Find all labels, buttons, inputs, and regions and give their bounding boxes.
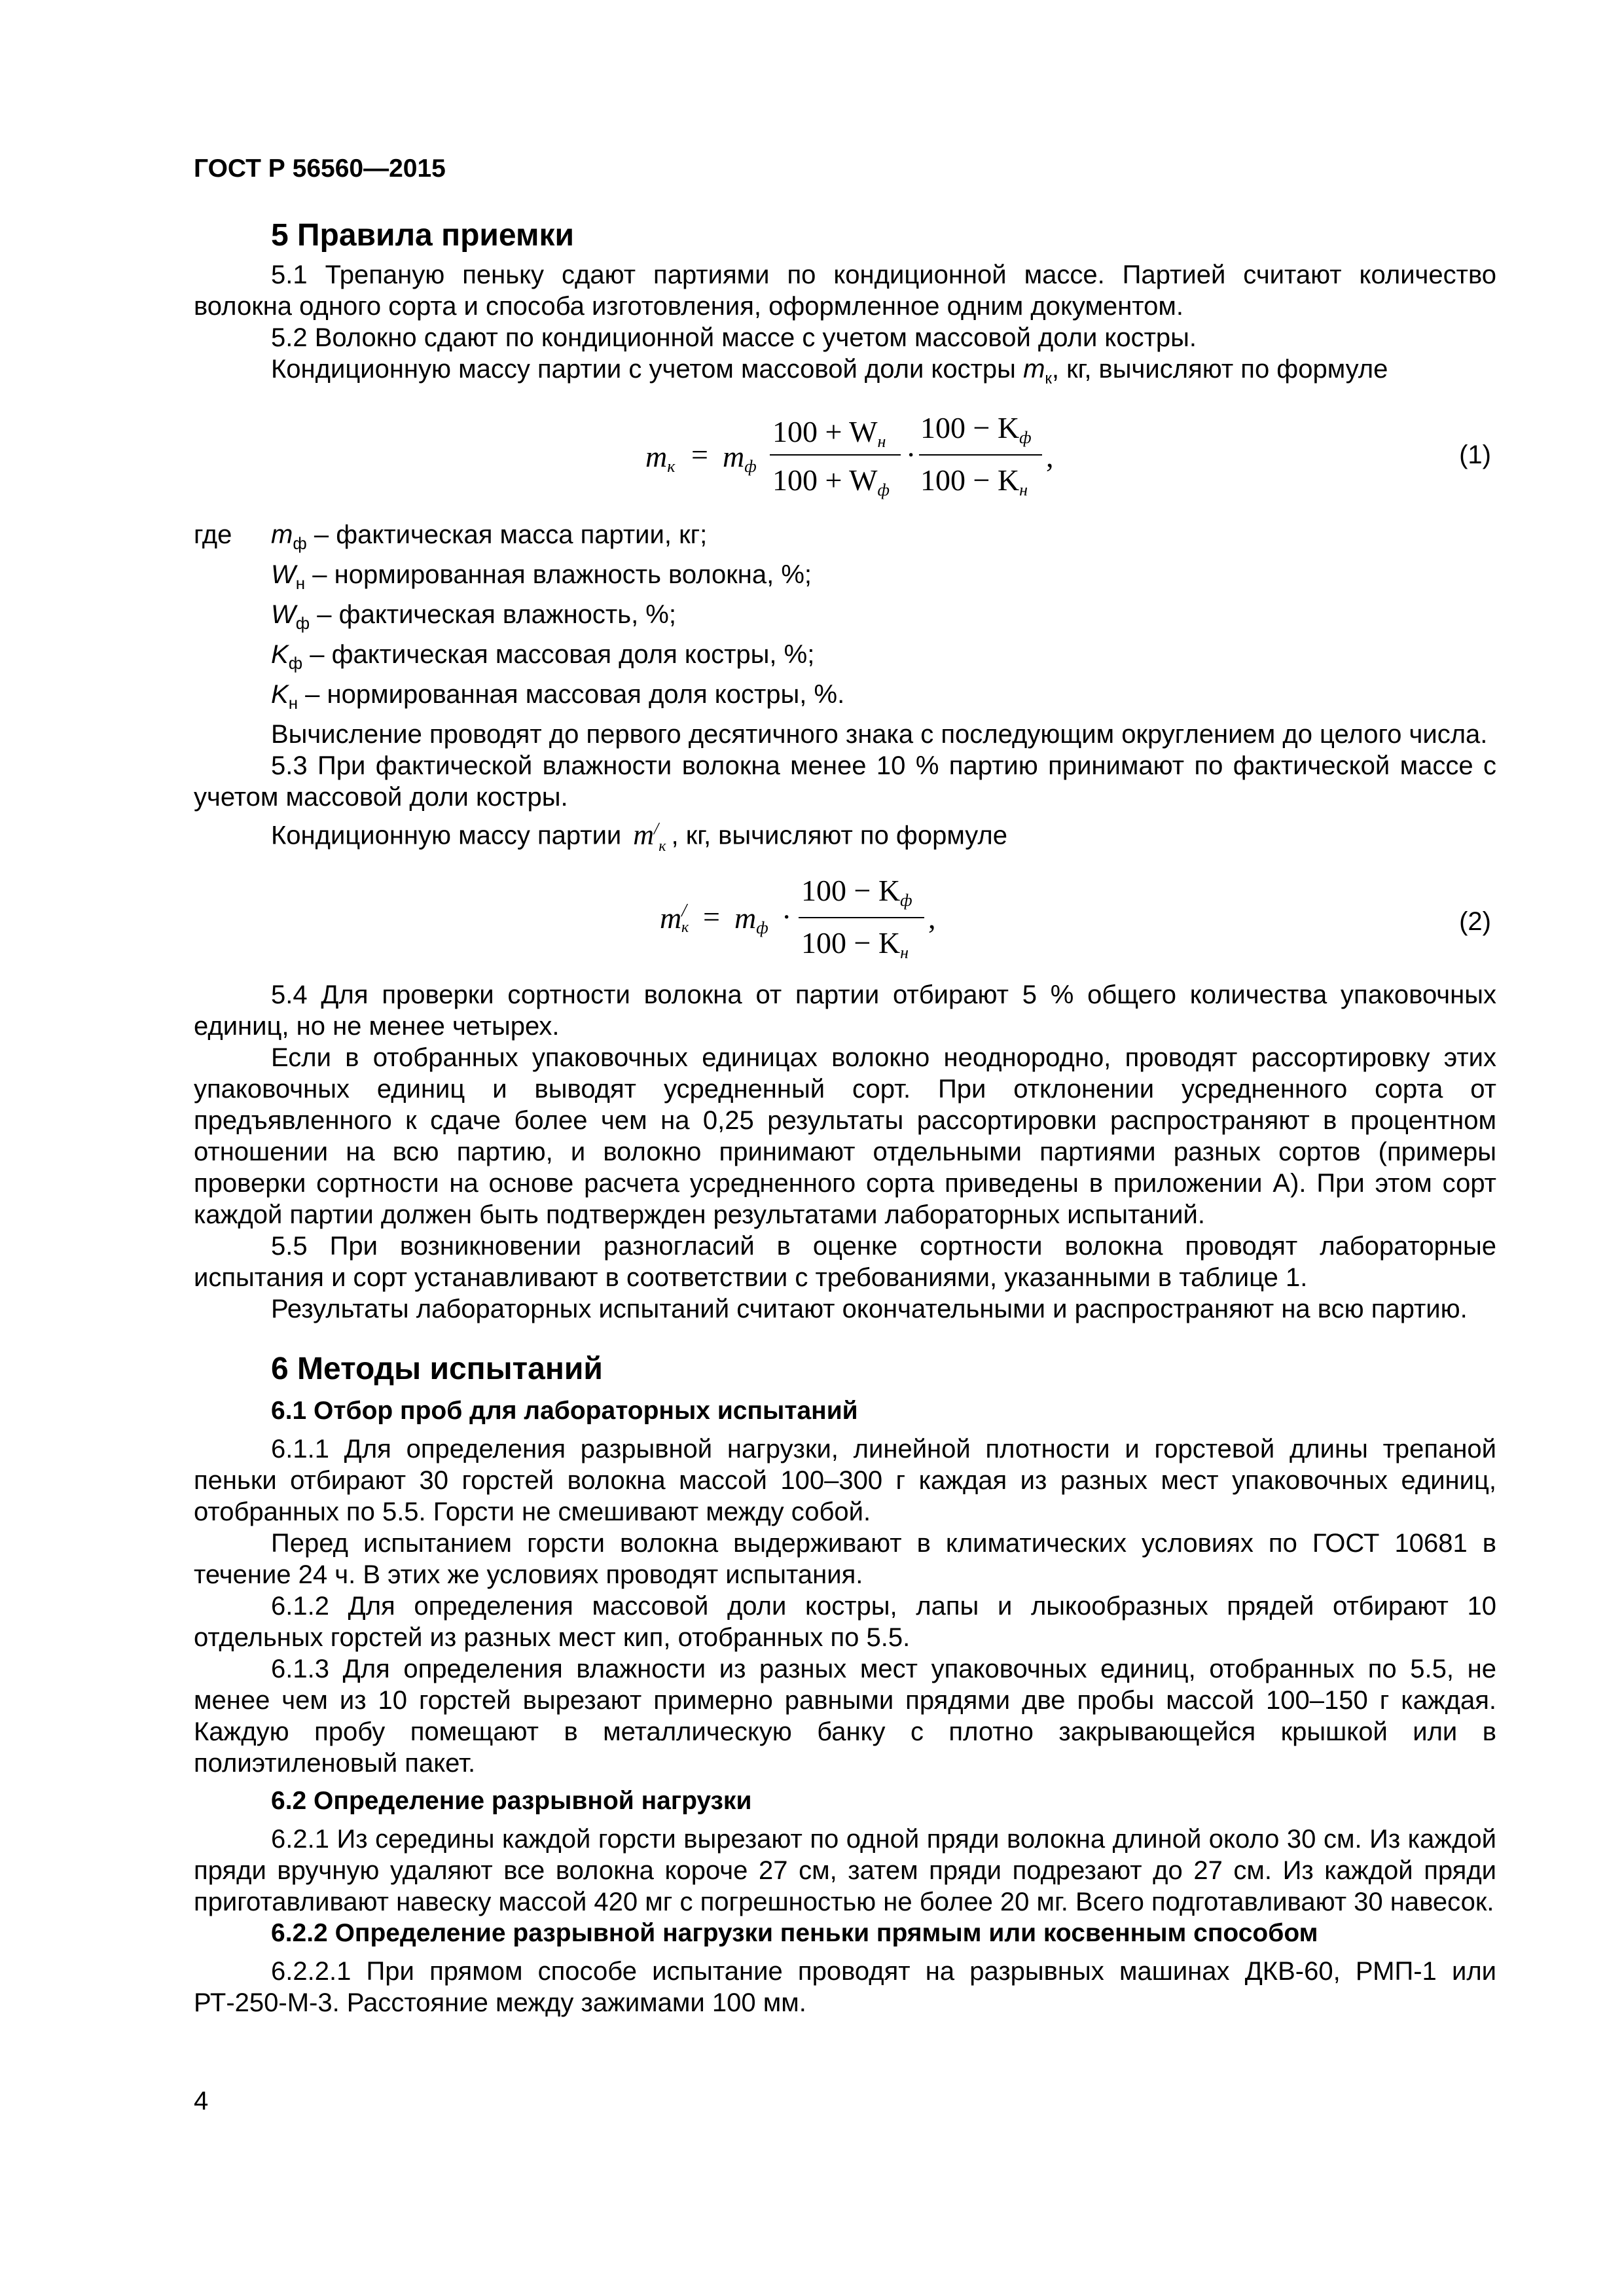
formula-1-denominator-1: 100 + Wф [772, 463, 890, 499]
formula-1-lhs: mк [645, 440, 676, 476]
paragraph-6-2-2-1: 6.2.2.1 При прямом способе испытание проводят на разрывных машинах ДКВ-60, РМП-1 или РТ-250-М-3. Расстояние между зажимами 100 мм. [194, 1957, 1496, 2018]
symbol-definitions [194, 519, 1496, 719]
paragraph-5-5: 5.5 При возникновении разногласий в оценке сортности волокна проводят лабораторные испытания и сорт устанавливают в соответствии с требованиями, указанными в таблице 1. [194, 1232, 1496, 1293]
section-5-title: 5 Правила приемки [271, 218, 575, 253]
definition-row: где $m_ф$ – фактическая масса партии, кг; [194, 519, 1496, 559]
formula-1-denominator-2: 100 − Kн [920, 463, 1028, 499]
section-6-title: 6 Методы испытаний [271, 1352, 603, 1387]
inline-symbol: $m^/_к$ [633, 818, 666, 855]
paragraph-6-1-1-continued: Перед испытанием горсти волокна выдерживают в климатических условиях по ГОСТ 10681 в течение 24 ч. В этих же условиях проводят испытания. [194, 1529, 1496, 1590]
formula-1-numerator-2: 100 − Kф [920, 411, 1032, 447]
subsection-6-2-2-title: 6.2.2 Определение разрывной нагрузки пеньки прямым или косвенным способом [271, 1919, 1318, 1948]
formula-2 [194, 868, 1496, 973]
paragraph-5-3: 5.3 При фактической влажности волокна менее 10 % партию принимают по фактической массе с учетом массовой доли костры. [194, 751, 1496, 812]
formula-2-denominator: 100 − Kн [801, 926, 909, 963]
formula-2-m-actual: mф [734, 901, 768, 938]
definition-row: $K_ф$ – фактическая массовая доля костры, %; [271, 640, 815, 673]
formula-1-intro: Кондиционную массу партии с учетом массовой доли костры $m_к$, кг, вычисляют по формуле [271, 355, 1388, 387]
page-number: 4 [194, 2087, 209, 2115]
paragraph-5-5-continued: Результаты лабораторных испытаний считают окончательными и распространяют на всю партию. [271, 1295, 1468, 1324]
formula-1-graphic [194, 401, 1496, 512]
paragraph-6-1-3: 6.1.3 Для определения влажности из разных мест упаковочных единиц, отобранных по 5.5, не менее чем из 10 горстей вырезают примерно равными прядями две пробы массой 100–150 г каждая. Каждую пробу помещают в металлическую банку с плотно закрывающейся крышкой или в полиэтиленовый пакет. [194, 1655, 1496, 1778]
paragraph-6-2-1: 6.2.1 Из середины каждой горсти вырезают по одной пряди волокна длиной около 30 см. Из каждой пряди вручную удаляют все волокна короче 27 см, затем пряди подрезают до 27 см. Из каждой пряди приготавливают навеску массой 420 мг с погрешностью не более 20 мг. Всего подготавливают 30 навесок. [194, 1825, 1496, 1917]
paragraph-6-1-1: 6.1.1 Для определения разрывной нагрузки, линейной плотности и горстевой длины трепаной пеньки отбирают 30 горстей волокна массой 100–300 г каждая из разных мест упаковочных единиц, отобранных по 5.5. Горсти не смешивают между собой. [194, 1435, 1496, 1527]
paragraph-6-1-2: 6.1.2 Для определения массовой доли костры, лапы и лыкообразных прядей отбирают 10 отдельных горстей из разных мест кип, отобранных по 5.5. [194, 1592, 1496, 1653]
formula-2-lhs: m/ к [660, 901, 689, 937]
formula-2-graphic [194, 868, 1496, 973]
document-body [194, 209, 1496, 2018]
formula-1-equals: = [691, 438, 708, 471]
formula-1 [194, 401, 1496, 512]
paragraph-5-2: 5.2 Волокно сдают по кондиционной массе с учетом массовой доли костры. [271, 323, 1197, 352]
formula-1-numerator-1: 100 + Wн [772, 415, 886, 451]
formula-1-number: (1) [1459, 440, 1491, 469]
formula-1-m-actual: mф [723, 440, 757, 476]
subsection-6-2-title: 6.2 Определение разрывной нагрузки [271, 1787, 752, 1816]
formula-2-intro: Кондиционную массу партии $m^/_к$ , кг, вычисляют по формуле [271, 818, 1007, 855]
formula-2-numerator: 100 − Kф [801, 874, 912, 910]
definition-row: $W_н$ – нормированная влажность волокна, %; [271, 560, 812, 593]
where-label: где [194, 520, 232, 549]
formula-2-number: (2) [1459, 907, 1491, 937]
paragraph-5-4-continued: Если в отобранных упаковочных единицах волокно неоднородно, проводят рассортировку этих упаковочных единиц и выводят усредненный сорт. При отклонении усредненного сорта от предъявленного к сдаче более чем на 0,25 результаты рассортировки распространяют в процентном отношении на всю партию, и волокно принимают отдельными партиями разных сортов (примеры проверки сортности на основе расчета усредненного сорта приведены в приложении А). При этом сорт каждой партии должен быть подтвержден результатами лабораторных испытаний. [194, 1043, 1496, 1230]
inline-symbol: $m_к$ [1023, 355, 1052, 387]
paragraph-5-4: 5.4 Для проверки сортности волокна от партии отбирают 5 % общего количества упаковочных единиц, но не менее четырех. [194, 980, 1496, 1041]
subsection-6-1-title: 6.1 Отбор проб для лабораторных испытаний [271, 1397, 858, 1426]
calculation-note: Вычисление проводят до первого десятичного знака с последующим округлением до целого числа. [271, 720, 1488, 749]
formula-1-dot: · [906, 438, 916, 471]
formula-2-equals: = [703, 900, 720, 934]
formula-2-comma: , [928, 901, 936, 935]
formula-2-dot: · [782, 900, 792, 934]
formula-1-comma: , [1046, 440, 1054, 473]
paragraph-5-1: 5.1 Трепаную пеньку сдают партиями по кондиционной массе. Партией считают количество волокна одного сорта и способа изготовления, оформленное одним документом. [194, 260, 1496, 321]
definition-row: $K_н$ – нормированная массовая доля костры, %. [271, 680, 845, 713]
document-header: ГОСТ Р 56560—2015 [194, 154, 446, 183]
definition-row: $W_ф$ – фактическая влажность, %; [271, 600, 676, 633]
